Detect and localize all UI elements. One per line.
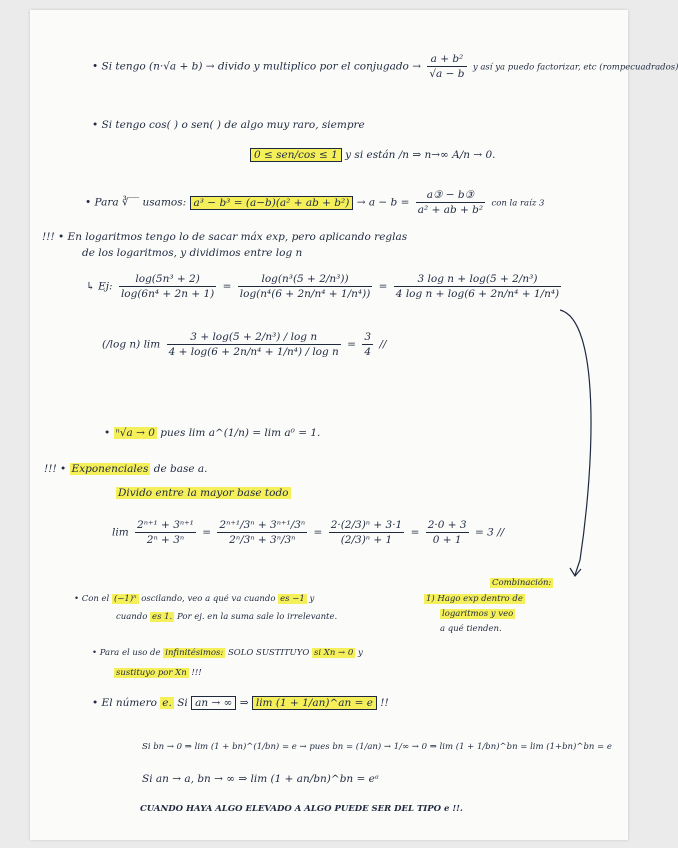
note-oscillating	[74, 592, 314, 606]
fraction-numerator: 2·0 + 3	[427, 519, 467, 531]
note-exponentials	[44, 462, 208, 476]
example-label: ↳ Ej:	[86, 280, 113, 293]
note-number-e	[92, 696, 389, 710]
result-mark: eᵃ	[368, 773, 379, 785]
note-text: ⇒	[239, 697, 249, 709]
fraction-denominator: 4 log n + log(6 + 2n/n⁴ + 1/n⁴)	[395, 288, 560, 300]
highlighted-text: (−1)ⁿ	[113, 594, 137, 604]
note-oscillating-2	[116, 610, 337, 624]
note-text: • Para ∛‾‾ usamos:	[85, 196, 187, 209]
note-text: oscilando, veo a qué va cuando	[141, 594, 276, 604]
highlighted-text: ⁿ√a → 0	[115, 427, 155, 439]
note-infinitesimals	[92, 646, 363, 660]
fraction-denominator: 4 + log(6 + 2n/n⁴ + 1/n⁴) / log n	[168, 346, 339, 358]
highlighted-text: 1) Hago exp dentro de	[426, 594, 523, 604]
fraction	[217, 518, 307, 547]
note-text: a qué tienden.	[440, 624, 502, 634]
fraction	[427, 52, 466, 81]
fraction-numerator: log(5n³ + 2)	[119, 272, 216, 287]
note-infinitesimals-2	[114, 666, 202, 680]
highlighted-text: infinitésimos:	[165, 648, 224, 658]
fraction-numerator: 3 log n + log(5 + 2/n³)	[394, 272, 561, 287]
fraction-denominator: √a − b	[429, 68, 465, 80]
fraction-denominator: a² + ab + b²	[417, 204, 484, 216]
boxed-limit: lim (1 + 1/an)^an = e	[252, 696, 377, 710]
note-text: !!!	[191, 668, 202, 678]
fraction-numerator: 2ⁿ⁺¹/3ⁿ + 3ⁿ⁺¹/3ⁿ	[219, 519, 306, 531]
note-trig-bound	[250, 148, 495, 162]
note-text: !!! • En logaritmos tengo lo de sacar máx exp, pero aplicando reglas	[42, 231, 408, 243]
side-note-2	[440, 607, 515, 621]
exp-example: lim $\frac{\text{2ⁿ⁺¹ + 3ⁿ⁺¹}}{\text{2ⁿ + 3ⁿ}}$ = $\frac{\text{2ⁿ⁺¹/3ⁿ + 3ⁿ⁺¹/3ⁿ}}{\text{2ⁿ/3ⁿ + 3ⁿ/3ⁿ}}$ = $\frac{\text{2·(2/3)ⁿ + 3·1}}{\text{(2/3)ⁿ + 1}}$ = $\frac{2\cdot 0 + 3}{0 + 1}$ = 3 //	[112, 519, 505, 546]
note-cube-root	[85, 188, 544, 217]
note-text: cuando	[116, 612, 148, 622]
note-text: Por ej. en la suma sale lo irrelevante.	[176, 612, 338, 622]
highlighted-text: Divido entre la mayor base todo	[118, 487, 289, 499]
note-text: • El número	[92, 697, 157, 709]
note-text: de base a.	[153, 463, 208, 475]
fraction-denominator: log(6n⁴ + 2n + 1)	[120, 288, 215, 300]
fraction	[167, 330, 341, 359]
fraction	[119, 272, 216, 301]
highlighted-text: es 1.	[152, 612, 173, 622]
highlighted-text: e.	[162, 697, 172, 709]
note-text: !!	[380, 697, 389, 709]
note-nth-root: • ⁿ√a → 0 pues lim a^(1/n) = lim a⁰ = 1.	[104, 427, 321, 439]
notes-page	[30, 10, 678, 840]
highlighted-text: sustituyo por Xn	[116, 668, 187, 678]
fraction-numerator: a③ − b③	[416, 188, 485, 203]
note-conjugate	[92, 52, 678, 81]
note-text: pues lim a^(1/n) = lim a⁰ = 1.	[160, 427, 321, 439]
fraction	[135, 518, 196, 547]
fraction	[362, 330, 373, 359]
log-limit: (/log n) lim $\frac{\text{3 + log(5 + 2/n³) / log n}}{\text{4 + log(6 + 2n/n⁴ + 1/n⁴) / log n}}$ = $\frac{3}{4}$ //	[102, 331, 387, 358]
connector-bracket	[550, 260, 610, 580]
note-text: Si an → a, bn → ∞ ⇒ lim (1 + an/bn)^bn =	[142, 773, 366, 785]
side-note-3	[440, 622, 502, 636]
note-text: Si bn → 0 ⇒ lim (1 + bn)^(1/bn) = e → pues bn = (1/an) → 1/∞ → 0 ⇒ lim (1 + 1/bn)^bn = lim (1+bn)^bn = e	[142, 742, 612, 752]
note-text: Si	[177, 697, 188, 709]
side-note: con la raíz 3	[491, 198, 545, 209]
fraction-denominator: log(n⁴(6 + 2n/n⁴ + 1/n⁴))	[239, 288, 371, 300]
note-text: • Si tengo (n·√a + b) → divido y multiplico por el conjugado →	[92, 60, 422, 73]
note-e-case-2	[142, 772, 379, 786]
highlighted-text: si Xn → 0	[314, 648, 354, 658]
note-text: • Si tengo cos( ) o sen( ) de algo muy raro, siempre	[92, 119, 365, 131]
note-text: → a − b =	[356, 196, 410, 209]
note-trig	[92, 118, 365, 132]
side-note-1	[424, 592, 525, 606]
fraction-denominator: 2ⁿ + 3ⁿ	[146, 534, 185, 546]
fraction	[426, 518, 469, 547]
fraction-numerator: 2ⁿ⁺¹ + 3ⁿ⁺¹	[137, 519, 194, 531]
note-logs-2	[82, 246, 302, 260]
fraction-numerator: log(n³(5 + 2/n³))	[238, 272, 373, 287]
note-text: • Con el	[74, 594, 110, 604]
side-note-title	[490, 575, 553, 590]
note-exponentials-2	[116, 486, 291, 500]
note-text: CUANDO HAYA ALGO ELEVADO A ALGO PUEDE SER DEL TIPO e !!.	[140, 804, 463, 814]
note-conclusion	[140, 802, 463, 816]
highlighted-text: Combinación:	[492, 578, 552, 588]
log-example: ↳ Ej: $\frac{\text{log(5n³ + 2)}}{\text{log(6n⁴ + 2n + 1)}}$ = $\frac{\text{log(n³(5 + 2/n³))}}{\text{log(n⁴(6 + 2n/n⁴ + 1/n⁴))}}$ = $\frac{\text{3 log n + log(5 + 2/n³)}}{\text{4 log n + log(6 + 2n/n⁴ + 1/n⁴)}}$	[86, 273, 560, 300]
fraction-numerator: 3	[364, 331, 372, 343]
note-text: de los logaritmos, y dividimos entre log n	[82, 247, 303, 259]
note-text: y	[357, 648, 363, 658]
highlighted-text: es −1	[280, 594, 305, 604]
fraction-denominator: 4	[364, 346, 372, 358]
limit-label: lim	[112, 526, 129, 539]
fraction-numerator: 2·(2/3)ⁿ + 3·1	[330, 519, 403, 531]
limit-label: (/log n) lim	[102, 338, 161, 351]
note-text: • Para el uso de	[92, 648, 161, 658]
fraction-denominator: (2/3)ⁿ + 1	[340, 534, 393, 546]
highlighted-text: logaritmos y veo	[442, 609, 514, 619]
fraction-numerator: 3 + log(5 + 2/n³) / log n	[167, 330, 341, 345]
fraction	[394, 272, 561, 301]
fraction	[416, 188, 485, 217]
fraction-denominator: 0 + 1	[432, 534, 462, 546]
note-e-case-1	[142, 740, 612, 754]
note-text: y	[309, 594, 315, 604]
note-logs	[42, 230, 407, 244]
boxed-identity: a³ − b³ = (a−b)(a² + ab + b²)	[190, 196, 354, 210]
fraction	[238, 272, 373, 301]
result-mark: = 3 //	[474, 526, 505, 539]
note-text: y así ya puedo factorizar, etc (rompecuadrados)	[472, 62, 678, 73]
note-text: y si están /n ⇒ n→∞ A/n → 0.	[345, 149, 496, 161]
fraction	[329, 518, 405, 547]
fraction-denominator: 2ⁿ/3ⁿ + 3ⁿ/3ⁿ	[229, 534, 296, 546]
boxed-inequality: 0 ≤ sen/cos ≤ 1	[250, 148, 342, 162]
result-mark: //	[379, 338, 387, 351]
boxed-condition: an → ∞	[191, 696, 236, 710]
note-text: !!! •	[44, 463, 67, 475]
note-text: SOLO SUSTITUYO	[227, 648, 310, 658]
highlighted-text: Exponenciales	[71, 463, 149, 475]
fraction-numerator: a + b²	[427, 52, 466, 67]
